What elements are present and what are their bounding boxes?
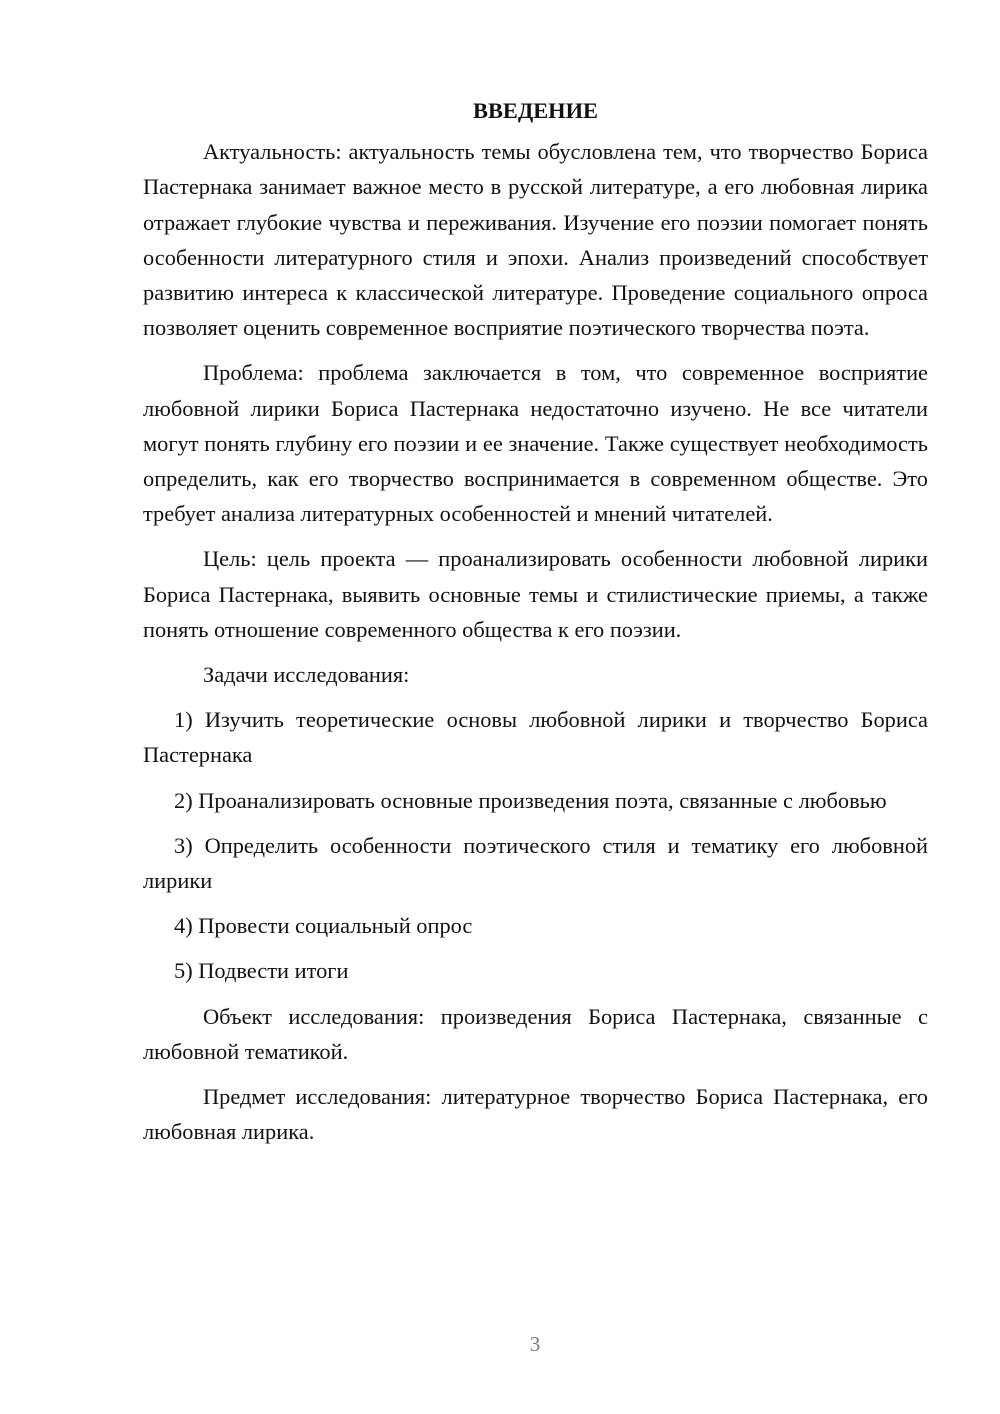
task-item-4: 4) Провести социальный опрос bbox=[174, 913, 473, 939]
subject-paragraph: Предмет исследования: литературное творчество Бориса Пастернака, его любовная лирика. bbox=[143, 1084, 928, 1145]
relevance-paragraph: Актуальность: актуальность темы обусловлена тем, что творчество Бориса Пастернака занимает важное место в русской литературе, а его любовная лирика отражает глубокие чувства и переживания. Изучение его поэзии помогает понять особенности литературного стиля и эпохи. Анализ произведений способствует развитию интереса к классической литературе. Проведение социального опроса позволяет оценить современное восприятие поэтического творчества поэта. bbox=[143, 139, 928, 341]
problem-paragraph: Проблема: проблема заключается в том, что современное восприятие любовной лирики Бориса Пастернака недостаточно изучено. Не все читатели могут понять глубину его поэзии и ее значение. Также существует необходимость определить, как его творчество воспринимается в современном обществе. Это требует анализа литературных особенностей и мнений читателей. bbox=[143, 360, 928, 527]
task-item-3: 3) Определить особенности поэтического стиля и тематику его любовной лирики bbox=[143, 832, 928, 894]
tasks-title: Задачи исследования: bbox=[203, 662, 410, 688]
page-heading: ВВЕДЕНИЕ bbox=[473, 98, 598, 123]
page-number: 3 bbox=[529, 1332, 541, 1356]
task-item-2: 2) Проанализировать основные произведения поэта, связанные с любовью bbox=[174, 787, 887, 813]
task-item-1: 1) Изучить теоретические основы любовной лирики и творчество Бориса Пастернака bbox=[143, 707, 928, 768]
page-content bbox=[143, 93, 928, 1159]
object-paragraph: Объект исследования: произведения Бориса Пастернака, связанные с любовной тематикой. bbox=[143, 1003, 928, 1064]
task-item-5: 5) Подвести итоги bbox=[174, 958, 349, 984]
goal-paragraph: Цель: цель проекта — проанализировать особенности любовной лирики Бориса Пастернака, выявить основные темы и стилистические приемы, а также понять отношение современного общества к его поэзии. bbox=[143, 546, 928, 642]
